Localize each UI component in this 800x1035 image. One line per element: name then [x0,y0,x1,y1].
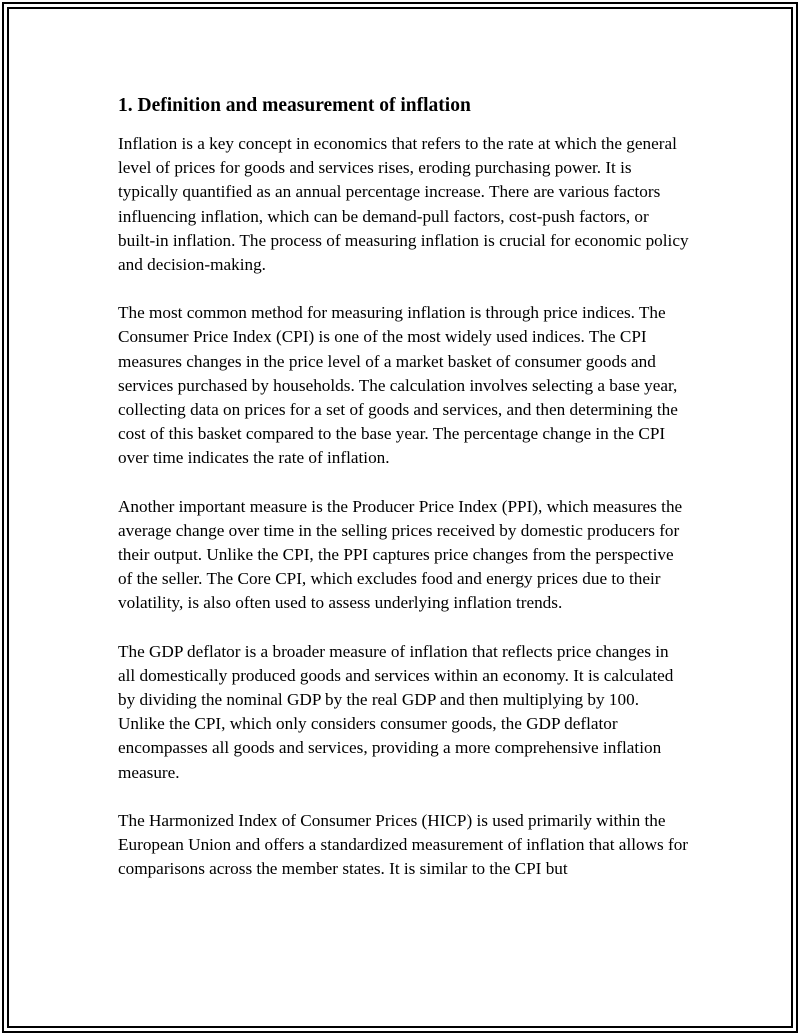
paragraph-hicp: The Harmonized Index of Consumer Prices (HICP) is used primarily within the European Union and offers a standardized measurement of inflation that allows for comparisons across the member states. It is similar to the CPI but [118,810,689,879]
paragraph-gdp-deflator: The GDP deflator is a broader measure of inflation that reflects price changes in all domestically produced goods and services within an economy. It is calculated by dividing the nominal GDP by the real GDP and then multiplying by 100. Unlike the CPI, which only considers consumer goods, the GDP deflator encompasses all goods and services, providing a more comprehensive inflation measure. [118,641,674,782]
paragraph-ppi: Another important measure is the Producer Price Index (PPI), which measures the average change over time in the selling prices received by domestic producers for their output. Unlike the CPI, the PPI captures price changes from the perspective of the seller. The Core CPI, which excludes food and energy prices due to their volatility, is also often used to assess underlying inflation trends. [118,496,683,613]
document-body [118,93,690,905]
section-heading: 1. Definition and measurement of inflation [118,95,471,116]
paragraph-cpi: The most common method for measuring inflation is through price indices. The Consumer Price Index (CPI) is one of the most widely used indices. The CPI measures changes in the price level of a market basket of consumer goods and services purchased by households. The calculation involves selecting a base year, collecting data on prices for a set of goods and services, and then determining the cost of this basket compared to the base year. The percentage change in the CPI over time indicates the rate of inflation. [118,303,678,468]
paragraph-definition: Inflation is a key concept in economics that refers to the rate at which the general level of prices for goods and services rises, eroding purchasing power. It is typically quantified as an annual percentage increase. There are various factors influencing inflation, which can be demand-pull factors, cost-push factors, or built-in inflation. The process of measuring inflation is crucial for economic policy and decision-making. [118,134,689,275]
